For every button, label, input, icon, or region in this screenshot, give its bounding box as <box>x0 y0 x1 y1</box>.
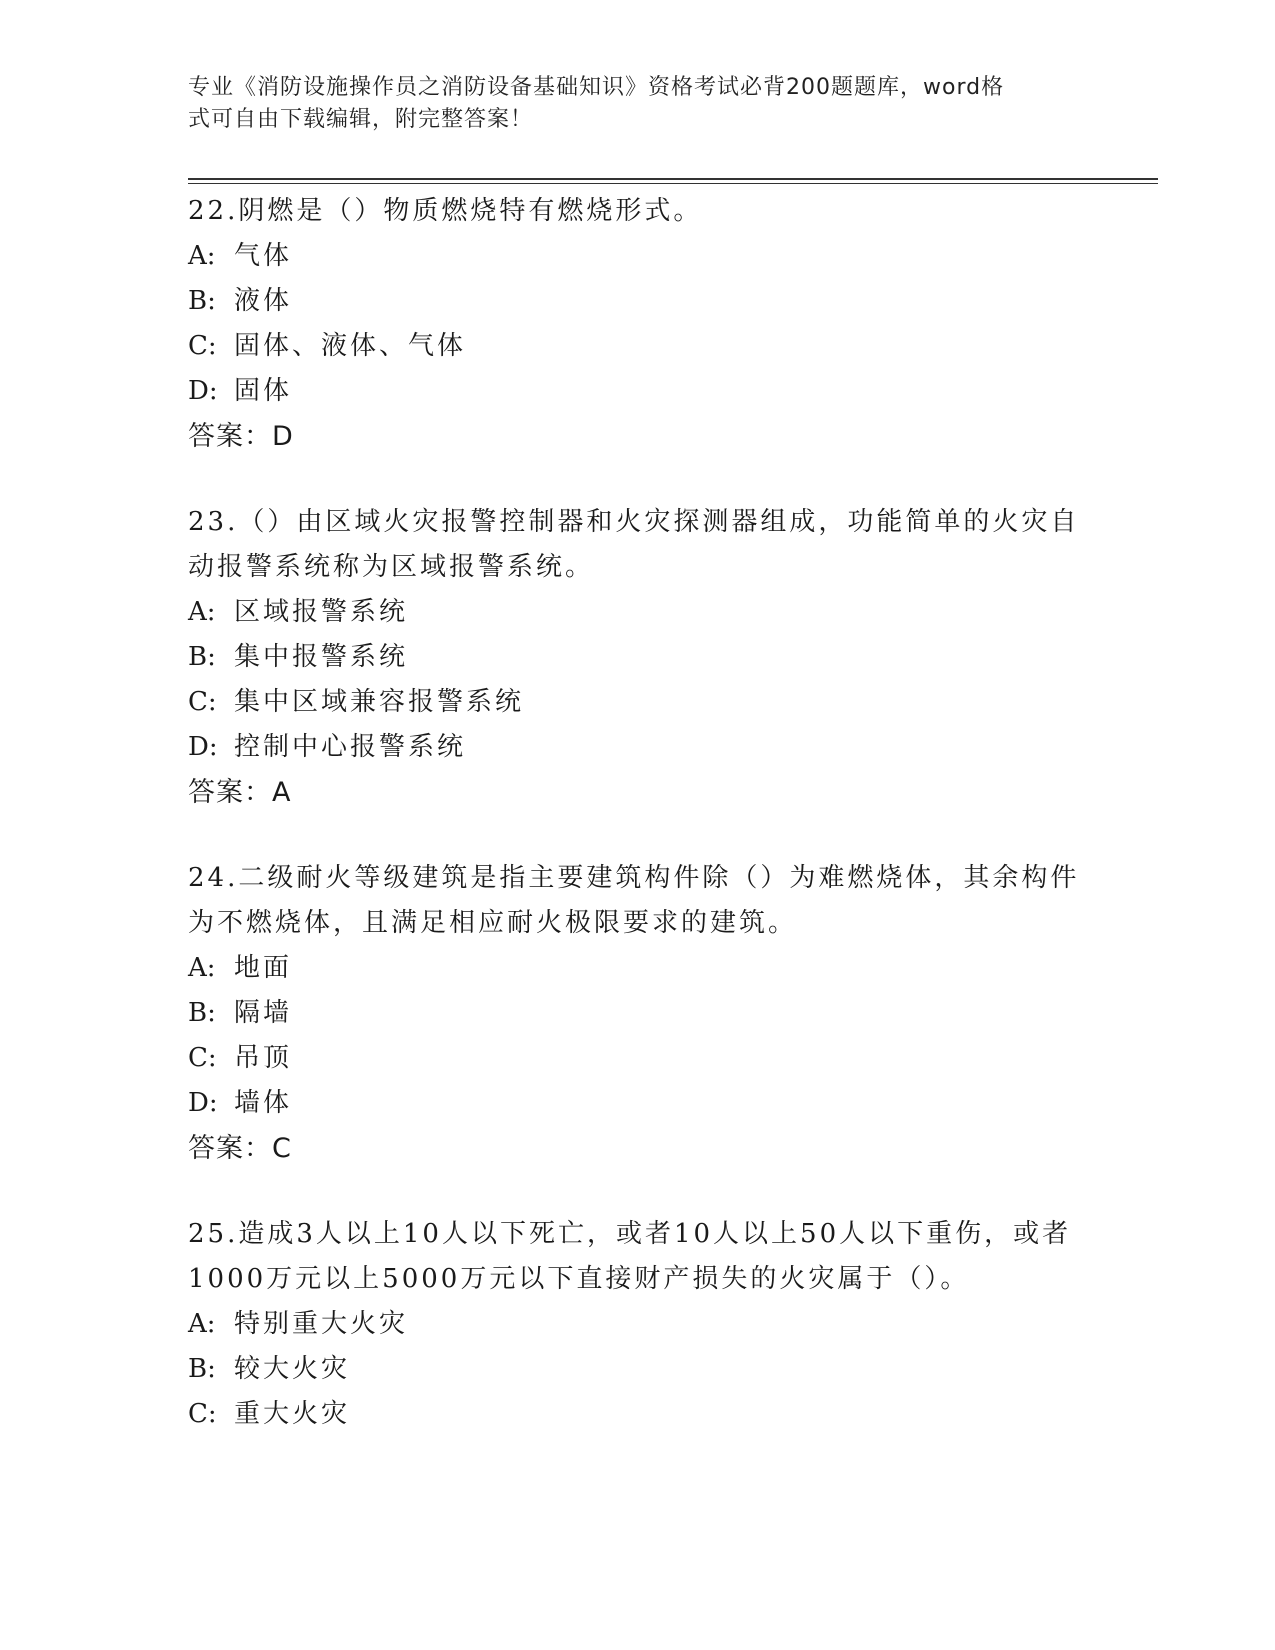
option-text: 固体 <box>234 376 293 406</box>
option-letter: B: <box>188 1354 216 1384</box>
answer-label: 答案： <box>188 421 272 452</box>
option-letter: C: <box>188 1399 217 1429</box>
option-text: 地面 <box>234 953 293 983</box>
header-line-1: 专业《消防设施操作员之消防设备基础知识》资格考试必背200题题库，word格 <box>188 75 1005 100</box>
option-text: 重大火灾 <box>234 1399 351 1429</box>
answer-value: C <box>272 1133 292 1164</box>
option-text: 集中报警系统 <box>234 642 409 672</box>
option-letter: A: <box>188 597 216 627</box>
option-text: 区域报警系统 <box>234 597 409 627</box>
option-letter: A: <box>188 1309 216 1339</box>
header-line-2: 式可自由下载编辑，附完整答案！ <box>188 107 534 132</box>
question-stem: 22.阴燃是（）物质燃烧特有燃烧形式。 <box>188 196 703 226</box>
answer-value: D <box>272 421 294 452</box>
option-a <box>188 946 1088 991</box>
option-d <box>188 369 1088 414</box>
question-25 <box>188 1212 1088 1437</box>
answer-value: A <box>272 777 292 808</box>
option-a <box>188 1302 1088 1347</box>
question-23 <box>188 500 1088 816</box>
option-text: 较大火灾 <box>234 1354 351 1384</box>
option-text: 液体 <box>234 286 293 316</box>
option-text: 吊顶 <box>234 1043 293 1073</box>
answer-line <box>188 1126 1088 1172</box>
option-letter: A: <box>188 241 216 271</box>
option-letter: B: <box>188 998 216 1028</box>
option-b <box>188 279 1088 324</box>
option-a <box>188 234 1088 279</box>
header-divider-thick <box>188 178 1158 180</box>
option-letter: C: <box>188 331 217 361</box>
option-b <box>188 1347 1088 1392</box>
option-letter: C: <box>188 687 217 717</box>
option-letter: B: <box>188 642 216 672</box>
answer-label: 答案： <box>188 777 272 808</box>
answer-label: 答案： <box>188 1133 272 1164</box>
option-text: 控制中心报警系统 <box>234 732 467 762</box>
option-letter: D: <box>188 732 218 762</box>
option-letter: C: <box>188 1043 217 1073</box>
option-c <box>188 1036 1088 1081</box>
option-letter: B: <box>188 286 216 316</box>
question-24 <box>188 856 1088 1172</box>
option-letter: D: <box>188 1088 218 1118</box>
option-d <box>188 725 1088 770</box>
option-d <box>188 1081 1088 1126</box>
question-22 <box>188 189 1088 460</box>
option-a <box>188 590 1088 635</box>
option-text: 气体 <box>234 241 293 271</box>
question-stem: 24.二级耐火等级建筑是指主要建筑构件除（）为难燃烧体，其余构件为不燃烧体，且满足相应耐火极限要求的建筑。 <box>188 863 1080 938</box>
option-text: 墙体 <box>234 1088 293 1118</box>
option-c <box>188 324 1088 369</box>
answer-line <box>188 770 1088 816</box>
question-list <box>188 189 1088 1477</box>
option-letter: A: <box>188 953 216 983</box>
header-divider-thin <box>188 183 1158 184</box>
question-stem: 25.造成3人以上10人以下死亡，或者10人以上50人以下重伤，或者1000万元以上5000万元以下直接财产损失的火灾属于（）。 <box>188 1219 1072 1294</box>
option-c <box>188 680 1088 725</box>
document-header <box>188 72 1068 136</box>
answer-line <box>188 414 1088 460</box>
option-text: 隔墙 <box>234 998 293 1028</box>
option-text: 集中区域兼容报警系统 <box>234 687 525 717</box>
question-stem: 23.（）由区域火灾报警控制器和火灾探测器组成，功能简单的火灾自动报警系统称为区域报警系统。 <box>188 507 1080 582</box>
option-b <box>188 991 1088 1036</box>
option-text: 固体、液体、气体 <box>234 331 467 361</box>
option-text: 特别重大火灾 <box>234 1309 409 1339</box>
option-c <box>188 1392 1088 1437</box>
option-b <box>188 635 1088 680</box>
option-letter: D: <box>188 376 218 406</box>
